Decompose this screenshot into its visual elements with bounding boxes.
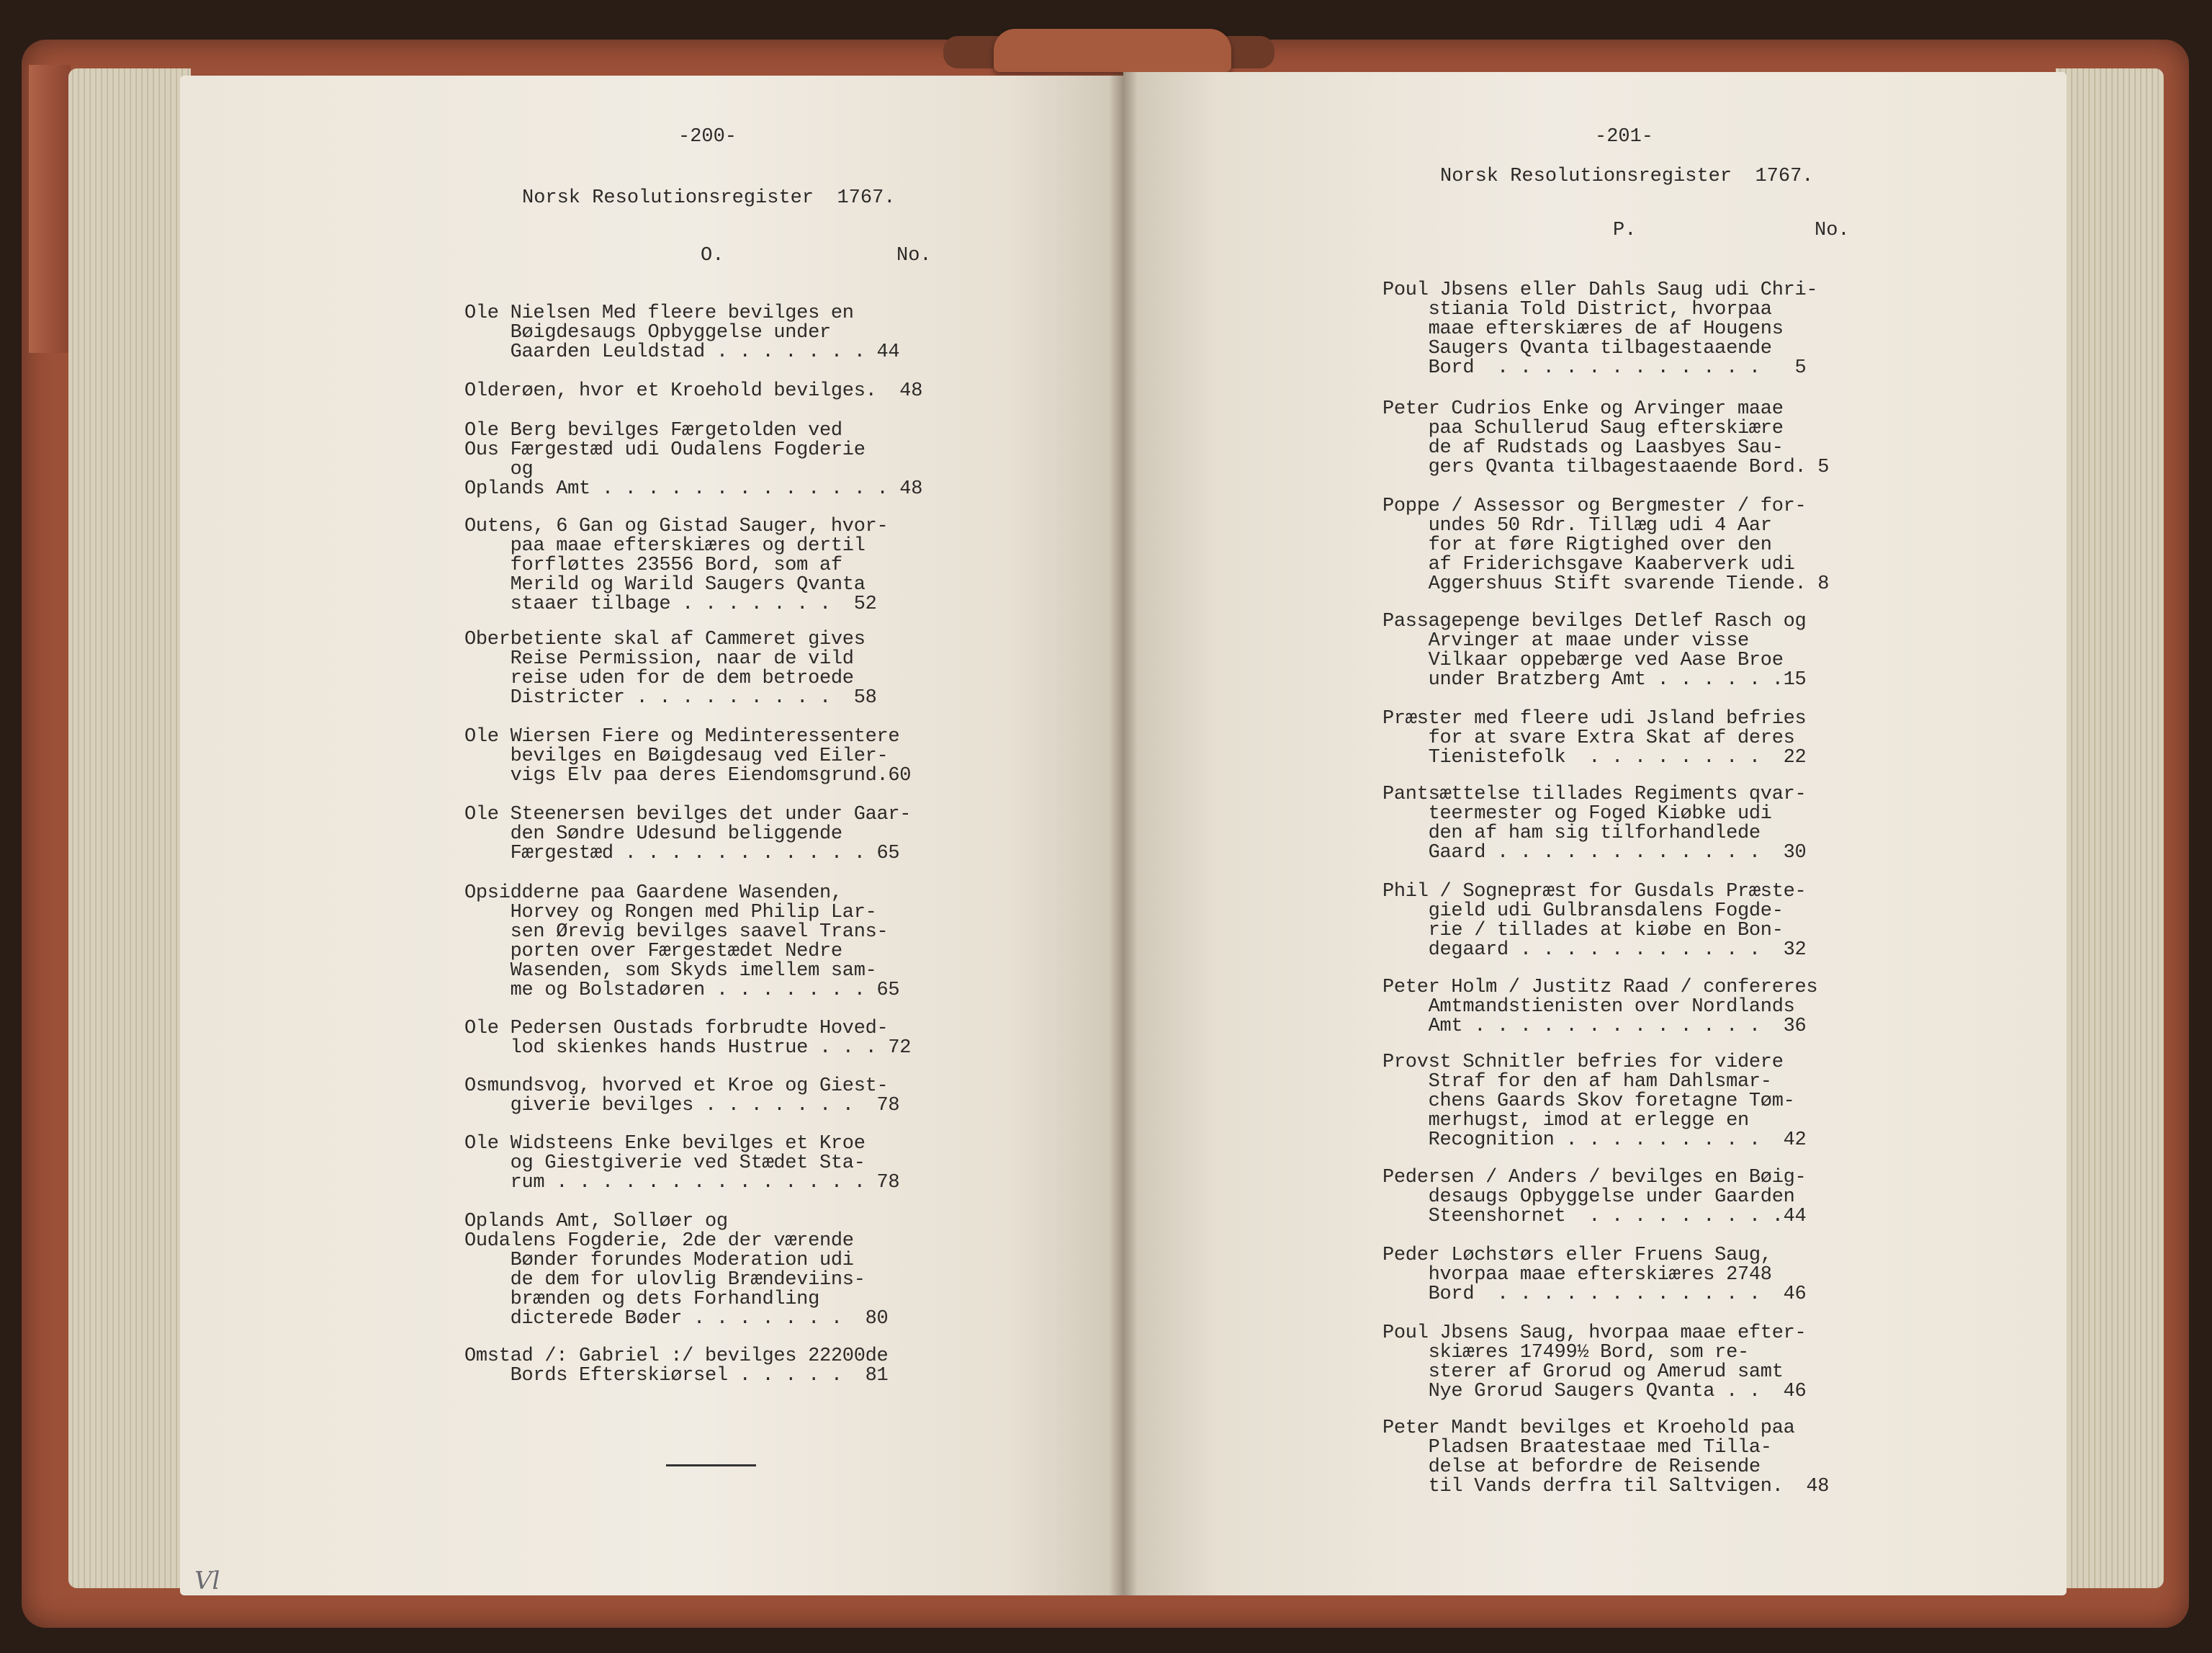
section-letter: O. <box>701 245 724 266</box>
page-title: Norsk Resolutionsregister 1767. <box>1440 166 1814 187</box>
page-number: -200- <box>678 126 737 148</box>
margin-note: Vl <box>194 1567 220 1595</box>
register-entry: Ole Pedersen Oustads forbrudte Hoved- lod skienkes hands Hustrue . . . 72 <box>464 1018 912 1059</box>
register-entry: Osmundsvog, hvorved et Kroe og Giest- giverie bevilges . . . . . . . 78 <box>464 1075 900 1116</box>
register-entry: Olderøen, hvor et Kroehold bevilges. 48 <box>464 380 923 402</box>
register-entry: Oberbetiente skal af Cammeret gives Reise Permission, naar de vild reise uden for de dem betroede Districter . . . . . . . . . 58 <box>464 629 877 709</box>
register-entry: Ole Berg bevilges Færgetolden ved Ous Færgestæd udi Oudalens Fogderie og Oplands Amt . . . . . . . . . . . . . 48 <box>464 420 923 500</box>
page-title: Norsk Resolutionsregister 1767. <box>522 187 896 209</box>
section-letter: P. <box>1613 220 1637 241</box>
page-stack-right <box>2056 68 2164 1588</box>
register-entry: Passagepenge bevilges Detlef Rasch og Arvinger at maae under visse Vilkaar oppebærge ved Aase Broe under Bratzberg Amt . . . . . .15 <box>1382 611 1807 691</box>
register-entry: Peter Cudrios Enke og Arvinger maae paa Schullerud Saug efterskiære de af Rudstads og Laasbyes Sau- gers Qvanta tilbagestaaende Bord. 5 <box>1382 398 1830 478</box>
spine-headband <box>994 29 1231 72</box>
register-entry: Pantsættelse tillades Regiments qvar- teermester og Foged Kiøbke udi den af ham sig tilforhandlede Gaard . . . . . . . . . . . . 30 <box>1382 784 1807 864</box>
register-entry: Poul Jbsens Saug, hvorpaa maae efter- skiæres 17499½ Bord, som re- sterer af Grorud og Amerud samt Nye Grorud Saugers Qvanta . . 46 <box>1382 1322 1807 1402</box>
register-entry: Oplands Amt, Solløer og Oudalens Fogderie, 2de der værende Bønder forundes Moderation udi de dem for ulovlig Brændeviins- brænden og dets Forhandling dicterede Bøder . . . . . . . 80 <box>464 1211 889 1330</box>
register-entry: Poppe / Assessor og Bergmester / for- undes 50 Rdr. Tillæg udi 4 Aar for at føre Rigtighed over den af Friderichsgave Kaaberverk udi Aggershuus Stift svarende Tiende. 8 <box>1382 496 1830 595</box>
register-entry: Ole Widsteens Enke bevilges et Kroe og Giestgiverie ved Stædet Sta- rum . . . . . . . . . . . . . . 78 <box>464 1133 900 1193</box>
cover-corner <box>29 65 71 353</box>
number-column-label: No. <box>1815 220 1850 241</box>
register-entry: Ole Nielsen Med fleere bevilges en Bøigdesaugs Opbyggelse under Gaarden Leuldstad . . . . . . . 44 <box>464 303 900 363</box>
page-number: -201- <box>1595 126 1654 148</box>
register-entry: Poul Jbsens eller Dahls Saug udi Chri- stiania Told District, hvorpaa maae efterskiæres de af Hougens Saugers Qvanta tilbagestaaende Bord . . . . . . . . . . . . 5 <box>1382 279 1818 379</box>
closing-rule <box>666 1464 756 1466</box>
register-entry: Provst Schnitler befries for videre Straf for den af ham Dahlsmar- chens Gaards Skov foretagne Tøm- merhugst, imod at erlegge en Recognition . . . . . . . . . 42 <box>1382 1052 1807 1151</box>
register-entry: Opsidderne paa Gaardene Wasenden, Horvey og Rongen med Philip Lar- sen Ørevig bevilges saavel Trans- porten over Færgestædet Nedre Wasenden, som Skyds imellem sam- me og Bolstadøren . . . . . . . 65 <box>464 882 900 1001</box>
register-entry: Pedersen / Anders / bevilges en Bøig- desaugs Opbyggelse under Gaarden Steenshornet . . . . . . . . .44 <box>1382 1167 1807 1227</box>
register-entry: Peter Mandt bevilges et Kroehold paa Pladsen Braatestaae med Tilla- delse at befordre de Reisende til Vands derfra til Saltvigen. 48 <box>1382 1417 1830 1497</box>
register-entry: Phil / Sognepræst for Gusdals Præste- gield udi Gulbransdalens Fogde- rie / tillades at kiøbe en Bon- degaard . . . . . . . . . . . 32 <box>1382 881 1807 961</box>
register-entry: Outens, 6 Gan og Gistad Sauger, hvor- paa maae efterskiæres og dertil forfløttes 23556 Bord, som af Merild og Warild Saugers Qvanta staaer tilbage . . . . . . . 52 <box>464 516 889 615</box>
right-page <box>1123 72 2067 1595</box>
page-stack-left <box>68 68 191 1588</box>
register-entry: Præster med fleere udi Jsland befries for at svare Extra Skat af deres Tienistefolk . . . . . . . . 22 <box>1382 708 1807 769</box>
register-entry: Peder Løchstørs eller Fruens Saug, hvorpaa maae efterskiæres 2748 Bord . . . . . . . . . . . . 46 <box>1382 1245 1807 1305</box>
gutter-shadow <box>1109 72 1138 1595</box>
number-column-label: No. <box>896 245 932 266</box>
register-entry: Peter Holm / Justitz Raad / confereres Amtmandstienisten over Nordlands Amt . . . . . . . . . . . . . 36 <box>1382 977 1818 1037</box>
register-entry: Omstad /: Gabriel :/ bevilges 22200de Bords Efterskiørsel . . . . . 81 <box>464 1345 889 1387</box>
left-page <box>180 76 1123 1595</box>
register-entry: Ole Wiersen Fiere og Medinteressentere bevilges en Bøigdesaug ved Eiler- vigs Elv paa deres Eiendomsgrund.60 <box>464 726 912 787</box>
register-entry: Ole Steenersen bevilges det under Gaar- den Søndre Udesund beliggende Færgestæd . . . . . . . . . . . 65 <box>464 804 912 864</box>
